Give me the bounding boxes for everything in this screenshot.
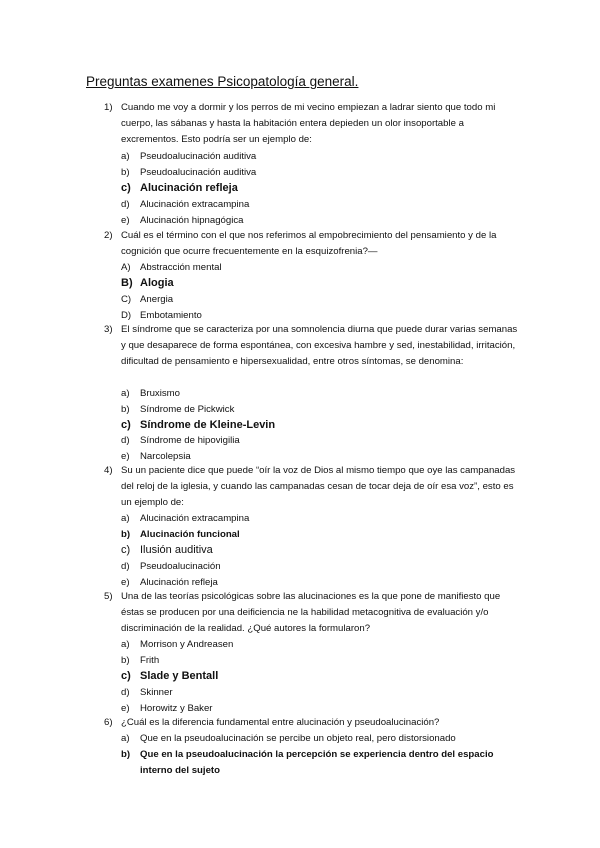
- option-text-correct: Alucinación refleja: [140, 182, 238, 194]
- option-label: c): [121, 544, 131, 556]
- option-label: b): [121, 167, 130, 178]
- question-text: Su un paciente dice que puede “oír la voz de Dios al mismo tiempo que oye las campanadas del reloj de la iglesia, y cuando las campanadas cesan de tocar deja de oír esa voz”, esto es un ejemplo de:: [121, 465, 516, 508]
- option-label: d): [121, 435, 130, 446]
- option-label: a): [121, 639, 130, 650]
- option-label: a): [121, 151, 130, 162]
- option-label-correct: b): [121, 749, 131, 760]
- option-label: e): [121, 577, 130, 588]
- option-label: d): [121, 687, 130, 698]
- option-text: Morrison y Andreasen: [140, 639, 234, 650]
- option-text: Abstracción mental: [140, 262, 222, 273]
- option-label: a): [121, 513, 130, 524]
- option-text-correct: Que en la pseudoalucinación la percepción se experiencia dentro del espacio interno del sujeto: [140, 749, 494, 776]
- option-text: Frith: [140, 655, 160, 666]
- option-label: a): [121, 733, 130, 744]
- option-text: Pseudoalucinación auditiva: [140, 151, 257, 162]
- option-label: d): [121, 561, 130, 572]
- option-text: Embotamiento: [140, 310, 202, 321]
- option-text: Síndrome de Pickwick: [140, 404, 235, 415]
- option-text: Bruxismo: [140, 388, 180, 399]
- option-text: Que en la pseudoalucinación se percibe un objeto real, pero distorsionado: [140, 733, 456, 744]
- option-label: e): [121, 451, 130, 462]
- option-text: Alucinación refleja: [140, 577, 218, 588]
- question-text: El síndrome que se caracteriza por una somnolencia diurna que puede durar varias semanas y que desaparece de forma espontánea, con excesiva hambre y sed, inestabilidad, irritación, dificultad de pensamiento e hipersexualidad, entre otros síntomas, se denomina:: [121, 324, 518, 367]
- option-text: Ilusión auditiva: [140, 544, 213, 556]
- question-number: 3): [104, 324, 113, 335]
- option-text-correct: Síndrome de Kleine-Levin: [140, 419, 276, 431]
- option-text: Pseudoalucinación auditiva: [140, 167, 257, 178]
- question-text: Cuando me voy a dormir y los perros de mi vecino empiezan a ladrar siento que todo mi cuerpo, las sábanas y hasta la habitación entera depieden un olor insoportable a excrementos. Esto podría ser un ejemplo de:: [121, 102, 496, 145]
- page-title: Preguntas examenes Psicopatología general.: [86, 74, 359, 89]
- option-label-correct: c): [121, 182, 131, 194]
- option-label: e): [121, 215, 130, 226]
- option-text: Síndrome de hipovigilia: [140, 435, 240, 446]
- question-number: 1): [104, 102, 113, 113]
- option-label: b): [121, 404, 130, 415]
- option-text: Narcolepsia: [140, 451, 191, 462]
- question-text: ¿Cuál es la diferencia fundamental entre alucinación y pseudoalucinación?: [121, 717, 440, 728]
- option-text-correct: Slade y Bentall: [140, 670, 219, 682]
- option-label: D): [121, 310, 132, 321]
- option-text: Horowitz y Baker: [140, 703, 213, 714]
- question-text: Cuál es el término con el que nos referimos al empobrecimiento del pensamiento y de la cognición que ocurre frecuentemente en la esquizofrenia?—: [121, 230, 497, 257]
- option-label-correct: c): [121, 419, 131, 431]
- option-label: A): [121, 262, 131, 273]
- option-label-correct: c): [121, 670, 131, 682]
- option-text: Pseudoalucinación: [140, 561, 221, 572]
- question-number: 2): [104, 230, 113, 241]
- question-number: 6): [104, 717, 113, 728]
- option-text: Alucinación extracampina: [140, 199, 250, 210]
- question-number: 5): [104, 591, 113, 602]
- question-text: Una de las teorías psicológicas sobre las alucinaciones es la que pone de manifiesto que éstas se producen por una deificiencia ne la habilidad metacognitiva de evaluación y/o discriminación de la realidad. ¿Qué autores la formularon?: [121, 591, 501, 634]
- question-number: 4): [104, 465, 113, 476]
- option-label-correct: B): [121, 277, 133, 289]
- option-text: Alucinación hipnagógica: [140, 215, 244, 226]
- option-label-correct: b): [121, 529, 131, 540]
- option-text-correct: Alucinación funcional: [140, 529, 240, 540]
- option-text-correct: Alogia: [140, 277, 174, 289]
- option-label: e): [121, 703, 130, 714]
- option-label: C): [121, 294, 132, 305]
- option-label: b): [121, 655, 130, 666]
- option-label: a): [121, 388, 130, 399]
- option-text: Skinner: [140, 687, 173, 698]
- option-text: Alucinación extracampina: [140, 513, 250, 524]
- option-label: d): [121, 199, 130, 210]
- option-text: Anergia: [140, 294, 174, 305]
